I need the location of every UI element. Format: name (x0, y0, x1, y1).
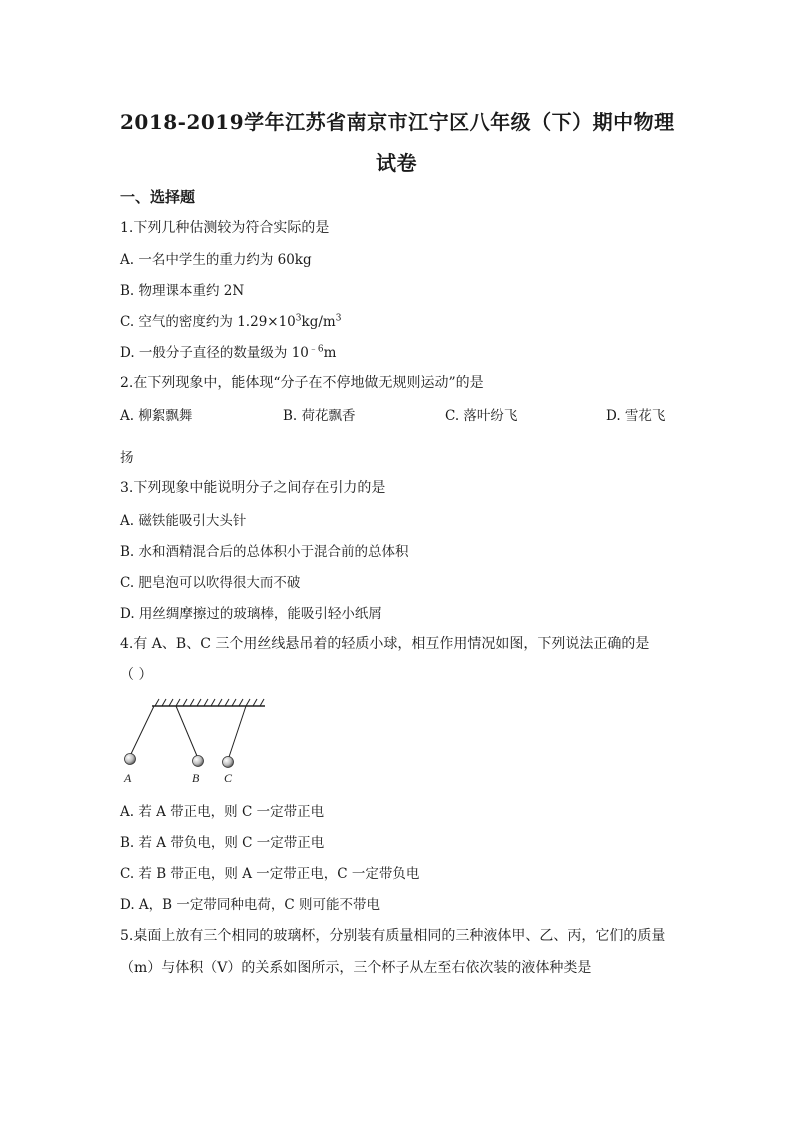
question-2-option-d-continued: 扬 (120, 450, 134, 466)
pendulum-diagram (118, 696, 268, 788)
question-4-option-d: D. A，B 一定带同种电荷，C 则可能不带电 (120, 897, 381, 913)
question-1-option-c: C. 空气的密度约为 $1.29\times 10^3kg/m^3$ (120, 313, 342, 330)
question-2-option-a: A. 柳絮飘舞 (120, 408, 193, 424)
question-2-option-c: C. 落叶纷飞 (445, 408, 518, 424)
question-1-option-d: D. 一般分子直径的数量级为 $10^{﹣6}m$ (120, 344, 337, 361)
page-title-continued: 试卷 (376, 151, 417, 175)
thread-c (229, 706, 246, 757)
ball-c (223, 757, 234, 768)
question-4-option-a: A. 若 A 带正电，则 C 一定带正电 (120, 804, 325, 820)
page-title: 2018-2019学年江苏省南京市江宁区八年级（下）期中物理 (120, 110, 675, 134)
question-2-option-d: D. 雪花飞 (606, 408, 666, 424)
section-heading: 一、选择题 (120, 188, 196, 206)
question-1-option-a: A. 一名中学生的重力约为 60kg (120, 252, 312, 268)
label-c: C (224, 771, 233, 785)
ball-a (125, 754, 136, 765)
label-a: A (124, 771, 132, 785)
question-3-option-d: D. 用丝绸摩擦过的玻璃棒，能吸引轻小纸屑 (120, 606, 382, 622)
label-b: B (192, 771, 200, 785)
question-3-option-c: C. 肥皂泡可以吹得很大而不破 (120, 575, 301, 591)
question-5-stem: 5.桌面上放有三个相同的玻璃杯，分别装有质量相同的三种液体甲、乙、丙，它们的质量 (120, 928, 666, 944)
answer-paren: （ ） (120, 667, 153, 683)
ceiling-support (152, 699, 265, 706)
question-5-stem-continued: （m）与体积（V）的关系如图所示，三个杯子从左至右依次装的液体种类是 (120, 960, 592, 976)
question-4-option-c: C. 若 B 带正电，则 A 一定带正电，C 一定带负电 (120, 866, 420, 882)
question-3-option-b: B. 水和酒精混合后的总体积小于混合前的总体积 (120, 544, 409, 560)
question-1-option-b: B. 物理课本重约 2N (120, 283, 245, 299)
question-3-option-a: A. 磁铁能吸引大头针 (120, 513, 247, 529)
ball-b (193, 756, 204, 767)
question-3-stem: 3.下列现象中能说明分子之间存在引力的是 (120, 480, 386, 496)
thread-b (176, 706, 197, 756)
question-2-option-b: B. 荷花飘香 (283, 408, 356, 424)
question-1-stem: 1.下列几种估测较为符合实际的是 (120, 220, 330, 236)
thread-a (131, 706, 154, 754)
question-4-stem: 4.有 A、B、C 三个用丝线悬吊着的轻质小球，相互作用情况如图，下列说法正确的是 (120, 636, 650, 652)
question-4-option-b: B. 若 A 带负电，则 C 一定带正电 (120, 835, 325, 851)
question-2-stem: 2.在下列现象中，能体现“分子在不停地做无规则运动”的是 (120, 375, 484, 391)
